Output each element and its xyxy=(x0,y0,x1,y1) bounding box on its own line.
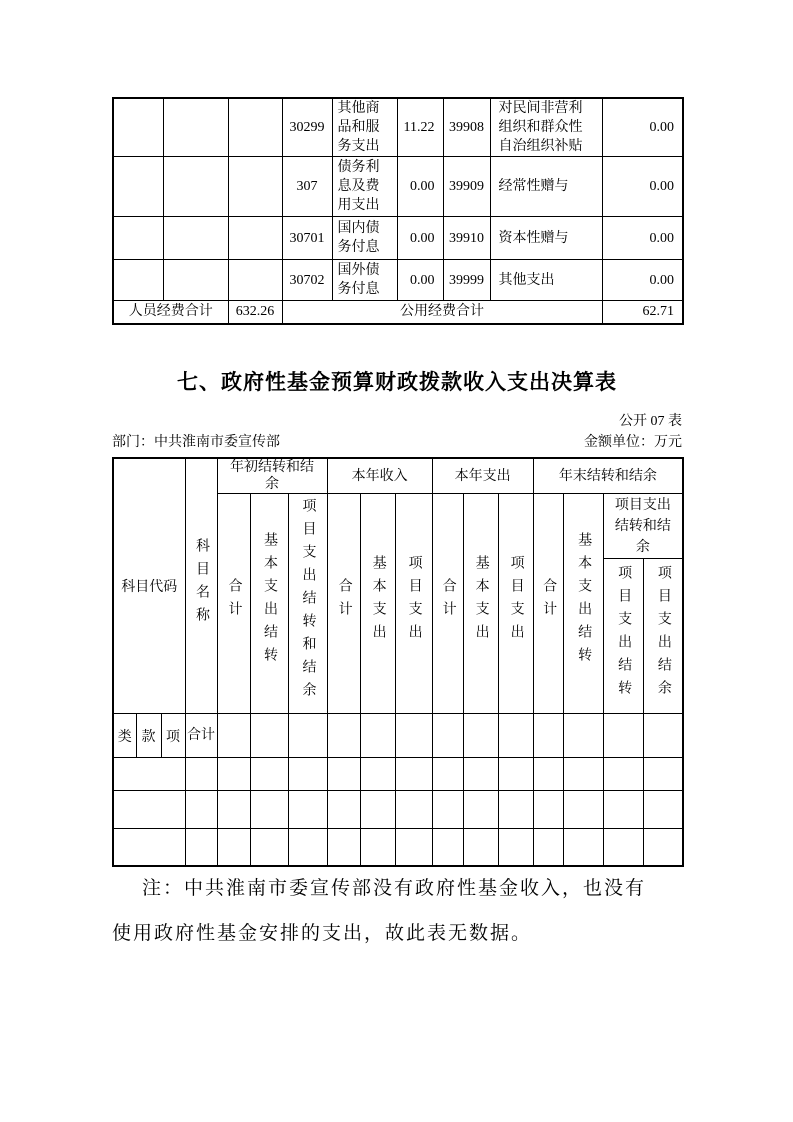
empty-cell xyxy=(603,829,643,866)
header-begin-project-carryover: 项目支出结转和结余 xyxy=(288,494,327,714)
header-group-row xyxy=(113,458,683,494)
econ-name-cell: 其他商品和服务支出 xyxy=(332,98,397,157)
empty-cell xyxy=(498,714,533,758)
gov-econ-code-cell: 39999 xyxy=(443,260,490,301)
empty-cell xyxy=(250,758,288,791)
table-row xyxy=(113,98,683,157)
unit-label: 金额单位：万元 xyxy=(584,435,682,450)
empty-cell xyxy=(113,829,185,866)
empty-cell xyxy=(360,714,395,758)
table-row xyxy=(113,260,683,301)
empty-cell xyxy=(463,791,498,829)
empty-cell xyxy=(563,829,603,866)
table-row xyxy=(113,217,683,260)
empty-cell xyxy=(185,758,217,791)
empty-row xyxy=(113,791,683,829)
empty-cell xyxy=(113,791,185,829)
empty-cell xyxy=(432,758,463,791)
header-income-basic: 基本支出 xyxy=(360,494,395,714)
public-total-label: 公用经费合计 xyxy=(282,301,602,324)
department-label: 部门：中共淮南市委宣传部 xyxy=(112,435,280,450)
empty-cell xyxy=(432,829,463,866)
gov-econ-name-cell: 其他支出 xyxy=(490,260,602,301)
code-item-cell: 项 xyxy=(161,714,185,758)
econ-name-cell: 债务利息及费用支出 xyxy=(332,157,397,217)
header-group-expense: 本年支出 xyxy=(432,458,533,494)
empty-cell xyxy=(360,758,395,791)
empty-cell xyxy=(327,758,360,791)
empty-cell xyxy=(288,714,327,758)
empty-cell xyxy=(327,791,360,829)
gov-econ-name-cell: 对民间非营利组织和群众性自治组织补贴 xyxy=(490,98,602,157)
basic-expenditure-table xyxy=(112,97,684,325)
empty-cell xyxy=(533,714,563,758)
empty-cell xyxy=(463,829,498,866)
empty-cell xyxy=(163,217,228,260)
empty-cell xyxy=(113,217,163,260)
empty-cell xyxy=(643,758,683,791)
empty-row xyxy=(113,758,683,791)
empty-cell xyxy=(395,758,432,791)
header-end-basic-carryover: 基本支出结转 xyxy=(563,494,603,714)
empty-row xyxy=(113,829,683,866)
empty-cell xyxy=(163,157,228,217)
empty-cell xyxy=(533,829,563,866)
empty-cell xyxy=(360,791,395,829)
total-label-cell: 合计 xyxy=(185,714,217,758)
header-group-income: 本年收入 xyxy=(327,458,432,494)
empty-cell xyxy=(327,829,360,866)
header-income-total: 合计 xyxy=(327,494,360,714)
gov-econ-name-cell: 资本性赠与 xyxy=(490,217,602,260)
empty-cell xyxy=(288,791,327,829)
gov-amount-cell: 0.00 xyxy=(602,260,683,301)
gov-amount-cell: 0.00 xyxy=(602,157,683,217)
empty-cell xyxy=(217,714,250,758)
section-title: 七、政府性基金预算财政拨款收入支出决算表 xyxy=(177,371,617,394)
empty-cell xyxy=(113,260,163,301)
empty-cell xyxy=(463,714,498,758)
empty-cell xyxy=(432,791,463,829)
header-end-project-subgroup: 项目支出结转和结余 xyxy=(603,494,683,559)
empty-cell xyxy=(217,791,250,829)
empty-cell xyxy=(643,714,683,758)
empty-cell xyxy=(395,829,432,866)
header-expense-project: 项目支出 xyxy=(498,494,533,714)
econ-code-cell: 307 xyxy=(282,157,332,217)
empty-cell xyxy=(217,829,250,866)
amount-cell: 0.00 xyxy=(397,157,443,217)
personnel-total-value: 632.26 xyxy=(228,301,282,324)
empty-cell xyxy=(563,791,603,829)
header-income-project: 项目支出 xyxy=(395,494,432,714)
header-subject-code: 科目代码 xyxy=(113,458,185,714)
empty-cell xyxy=(217,758,250,791)
table-meta-line xyxy=(112,431,682,451)
header-group-begin-balance: 年初结转和结余 xyxy=(217,458,327,494)
empty-cell xyxy=(603,791,643,829)
note-text: 注：中共淮南市委宣传部没有政府性基金收入，也没有使用政府性基金安排的支出，故此表无数据。 xyxy=(112,878,647,944)
empty-cell xyxy=(250,829,288,866)
empty-cell xyxy=(563,758,603,791)
gov-amount-cell: 0.00 xyxy=(602,98,683,157)
empty-cell xyxy=(113,758,185,791)
econ-code-cell: 30702 xyxy=(282,260,332,301)
empty-cell xyxy=(563,714,603,758)
header-expense-basic: 基本支出 xyxy=(463,494,498,714)
empty-cell xyxy=(327,714,360,758)
econ-name-cell: 国内债务付息 xyxy=(332,217,397,260)
table-footer-row xyxy=(113,301,683,324)
gov-econ-code-cell: 39909 xyxy=(443,157,490,217)
empty-cell xyxy=(113,98,163,157)
public-total-value: 62.71 xyxy=(602,301,683,324)
empty-cell xyxy=(163,260,228,301)
header-subject-name: 科目名称 xyxy=(185,458,217,714)
total-row xyxy=(113,714,683,758)
code-section-cell: 款 xyxy=(136,714,161,758)
empty-cell xyxy=(498,791,533,829)
econ-name-cell: 国外债务付息 xyxy=(332,260,397,301)
empty-cell xyxy=(360,829,395,866)
personnel-total-label: 人员经费合计 xyxy=(113,301,228,324)
amount-cell: 11.22 xyxy=(397,98,443,157)
amount-cell: 0.00 xyxy=(397,260,443,301)
empty-cell xyxy=(432,714,463,758)
empty-cell xyxy=(643,791,683,829)
header-begin-basic-carryover: 基本支出结转 xyxy=(250,494,288,714)
empty-cell xyxy=(185,829,217,866)
empty-cell xyxy=(163,98,228,157)
empty-cell xyxy=(463,758,498,791)
empty-cell xyxy=(288,758,327,791)
empty-cell xyxy=(643,829,683,866)
empty-cell xyxy=(228,217,282,260)
gov-econ-code-cell: 39908 xyxy=(443,98,490,157)
empty-cell xyxy=(533,758,563,791)
gov-econ-name-cell: 经常性赠与 xyxy=(490,157,602,217)
empty-cell xyxy=(185,791,217,829)
empty-cell xyxy=(603,758,643,791)
header-begin-total: 合计 xyxy=(217,494,250,714)
amount-cell: 0.00 xyxy=(397,217,443,260)
empty-cell xyxy=(113,157,163,217)
table-row xyxy=(113,157,683,217)
econ-code-cell: 30701 xyxy=(282,217,332,260)
empty-cell xyxy=(228,98,282,157)
table-number: 公开 07 表 xyxy=(619,414,682,429)
empty-cell xyxy=(228,157,282,217)
header-end-total: 合计 xyxy=(533,494,563,714)
gov-amount-cell: 0.00 xyxy=(602,217,683,260)
header-end-project-carryover: 项目支出结转 xyxy=(603,559,643,714)
header-expense-total: 合计 xyxy=(432,494,463,714)
empty-cell xyxy=(395,791,432,829)
econ-code-cell: 30299 xyxy=(282,98,332,157)
empty-cell xyxy=(498,829,533,866)
empty-cell xyxy=(603,714,643,758)
empty-cell xyxy=(395,714,432,758)
empty-cell xyxy=(533,791,563,829)
empty-cell xyxy=(228,260,282,301)
gov-econ-code-cell: 39910 xyxy=(443,217,490,260)
empty-cell xyxy=(250,791,288,829)
code-class-cell: 类 xyxy=(113,714,136,758)
empty-cell xyxy=(288,829,327,866)
empty-cell xyxy=(498,758,533,791)
header-group-end-balance: 年末结转和结余 xyxy=(533,458,683,494)
empty-cell xyxy=(250,714,288,758)
header-end-project-balance: 项目支出结余 xyxy=(643,559,683,714)
gov-fund-budget-table xyxy=(112,457,684,867)
